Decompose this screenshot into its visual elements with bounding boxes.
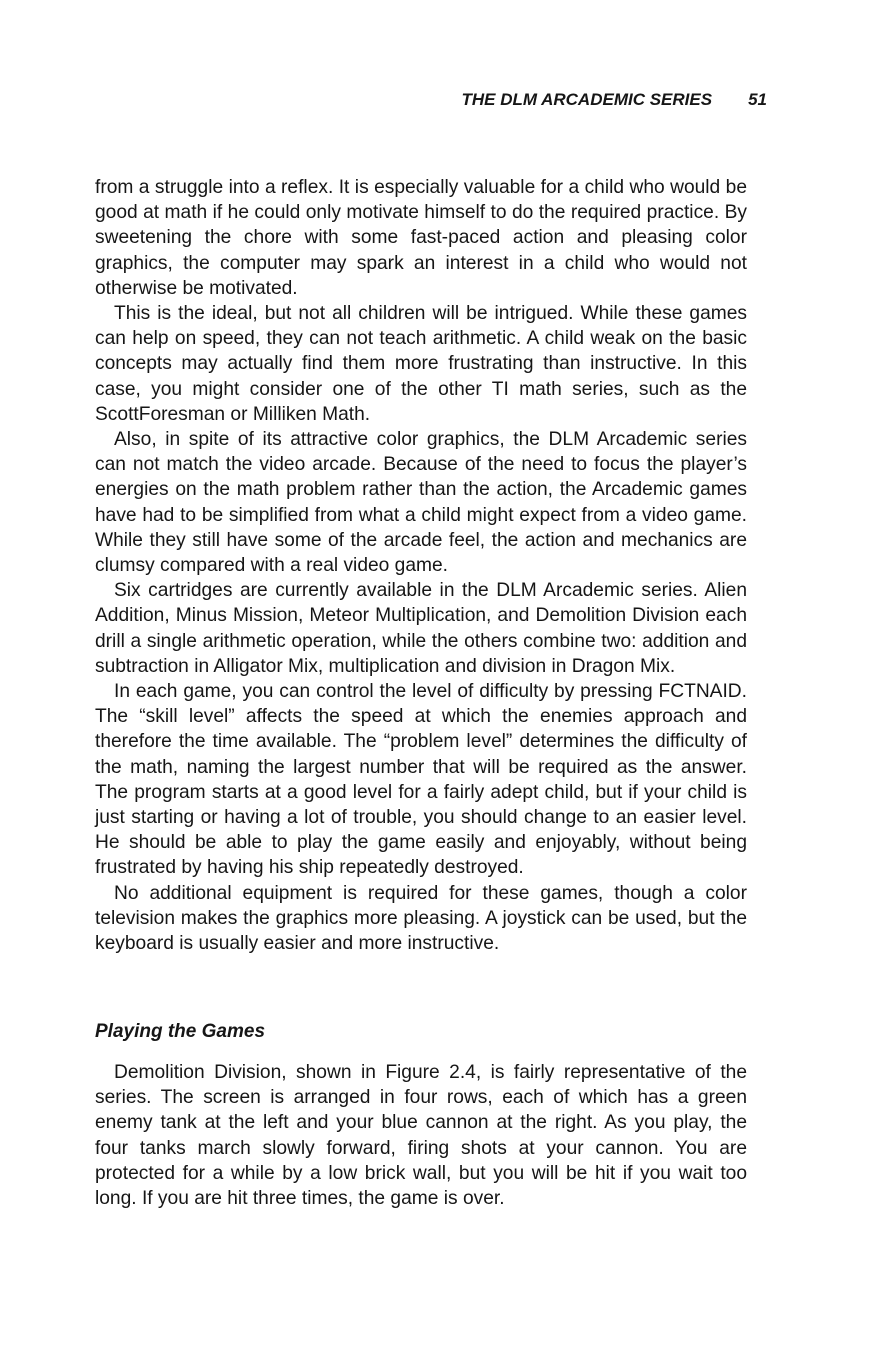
paragraph: from a struggle into a reflex. It is especially valuable for a child who would be good at math if he could only motivate himself to do the required practice. By sweetening the chore with some fast-paced action and pleasing color graphics, the computer may spark an interest in a child who would not otherwise be motivated. <box>95 177 747 299</box>
body-text-section-2 <box>95 1060 747 1211</box>
paragraph: Demolition Division, shown in Figure 2.4, is fairly representative of the series. The screen is arranged in four rows, each of which has a green enemy tank at the left and your blue cannon at the right. As you play, the four tanks march slowly forward, firing shots at your cannon. You are protected for a while by a low brick wall, but you will be hit if you wait too long. If you are hit three times, the game is over. <box>95 1062 747 1210</box>
paragraph: This is the ideal, but not all children will be intrigued. While these games can help on speed, they can not teach arithmetic. A child weak on the basic concepts may actually find them more frustrating than instructive. In this case, you might consider one of the other TI math series, such as the ScottForesman or Milliken Math. <box>95 303 747 425</box>
paragraph: In each game, you can control the level of difficulty by pressing FCTNAID. The “skill level” affects the speed at which the enemies approach and therefore the time available. The “problem level” determines the difficulty of the math, naming the largest number that will be required as the answer. The program starts at a good level for a fairly adept child, but if your child is just starting or having a lot of trouble, you should change to an easier level. He should be able to play the game easily and enjoyably, without being frustrated by having his ship repeatedly destroyed. <box>95 681 747 879</box>
paragraph: No additional equipment is required for these games, though a color television makes the graphics more pleasing. A joystick can be used, but the keyboard is usually easier and more instructive. <box>95 882 747 955</box>
running-header <box>0 90 767 110</box>
section-heading: Playing the Games <box>95 1021 266 1042</box>
running-header-title: THE DLM ARCADEMIC SERIES <box>461 90 713 109</box>
body-text-section-1 <box>95 175 747 956</box>
paragraph: Six cartridges are currently available in the DLM Arcademic series. Alien Addition, Minus Mission, Meteor Multiplication, and Demolition Division each drill a single arithmetic operation, while the others combine two: addition and subtraction in Alligator Mix, multiplication and division in Dragon Mix. <box>95 580 747 677</box>
paragraph: Also, in spite of its attractive color graphics, the DLM Arcademic series can not match the video arcade. Because of the need to focus the player’s energies on the math problem rather than the action, the Arcademic games have had to be simplified from what a child might expect from a video game. While they still have some of the arcade feel, the action and mechanics are clumsy compared with a real video game. <box>95 429 747 577</box>
page-number: 51 <box>748 90 767 109</box>
